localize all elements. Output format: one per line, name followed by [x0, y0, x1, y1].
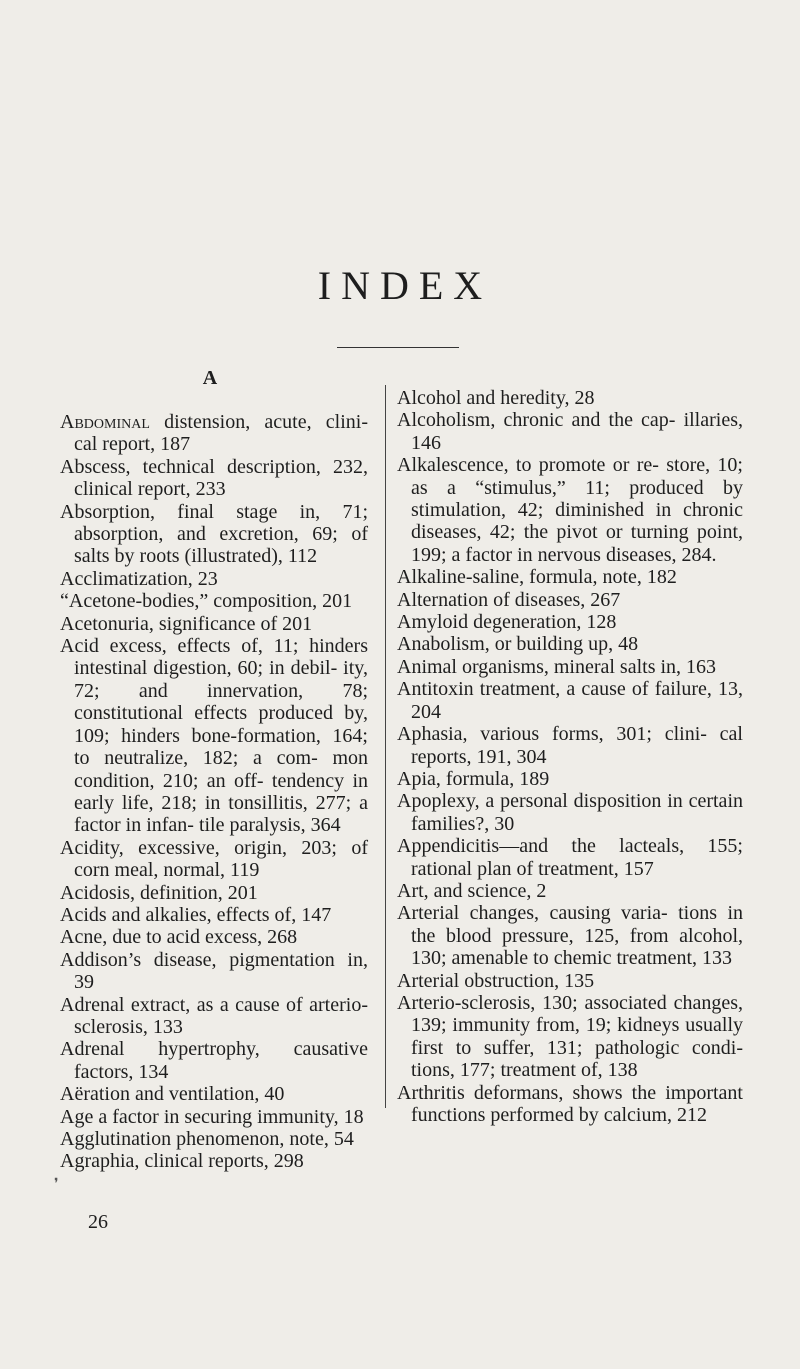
index-entry [397, 589, 743, 611]
index-entry [60, 837, 368, 882]
entry-text: Alkalescence, to promote or re- store, 10; as a “stimulus,” 11; produced by stimulation, 42; diminished in chronic diseases, 42; the pivot or turning point, 199; a factor in nervous diseases, 284. [397, 454, 743, 566]
entry-text: Amyloid degeneration, 128 [397, 611, 617, 634]
entry-text: Apia, formula, 189 [397, 767, 550, 790]
index-entry [60, 411, 368, 456]
index-entry [397, 835, 743, 880]
entry-text: Alcohol and heredity, 28 [397, 387, 595, 409]
index-entry [397, 387, 743, 409]
title-rule [337, 347, 459, 348]
entry-text: Agglutination phenomenon, note, 54 [60, 1128, 354, 1150]
entry-text: Acne, due to acid excess, 268 [60, 926, 298, 949]
entry-text: “Acetone-bodies,” composition, 201 [60, 590, 353, 613]
index-entry [397, 678, 743, 723]
entry-text: Aphasia, various forms, 301; clini- cal reports, 191, 304 [397, 723, 743, 768]
entry-text: Acids and alkalies, effects of, 147 [60, 903, 332, 926]
column-divider [385, 385, 386, 1108]
index-entry [60, 568, 368, 590]
entry-text: Acclimatization, 23 [60, 567, 218, 590]
index-entry [60, 456, 368, 501]
entry-text: Abscess, technical description, 232, clinical report, 233 [60, 455, 368, 501]
entry-text: Aëration and ventilation, 40 [60, 1083, 285, 1106]
entry-text: Adrenal hypertrophy, causative factors, 134 [60, 1038, 368, 1083]
entry-text: Agraphia, clinical reports, 298 [60, 1150, 304, 1173]
index-entry [60, 590, 368, 612]
index-entry [397, 1082, 743, 1127]
index-entry [60, 949, 368, 994]
index-entry [60, 1106, 368, 1128]
entry-text: Animal organisms, mineral salts in, 163 [397, 655, 717, 678]
index-entry [60, 613, 368, 635]
index-entry [397, 970, 743, 992]
index-entry [397, 656, 743, 678]
index-entry [397, 723, 743, 768]
index-entry [397, 902, 743, 969]
page-number: 26 [88, 1211, 108, 1233]
entry-text: Alternation of diseases, 267 [397, 588, 621, 611]
entry-text: Anabolism, or building up, 48 [397, 633, 639, 656]
entry-text: Age a factor in securing immunity, 18 [60, 1105, 364, 1128]
index-entry [397, 790, 743, 835]
right-column [397, 387, 743, 1126]
page-title: INDEX [317, 263, 493, 308]
entry-lead-word: Abdominal [60, 411, 150, 433]
entry-text: Arterio-sclerosis, 130; associated changes, 139; immunity from, 19; kidneys usually first to suffer, 131; pathologic condi- tions, 177; treatment of, 138 [397, 991, 743, 1082]
index-entry [60, 1128, 368, 1150]
entry-text: Arterial obstruction, 135 [397, 969, 595, 992]
index-entry [397, 992, 743, 1082]
entry-text: Addison’s disease, pigmentation in, 39 [60, 948, 368, 994]
entry-text: Acetonuria, significance of 201 [60, 612, 313, 635]
index-entry [60, 1083, 368, 1105]
left-column [60, 411, 368, 1173]
index-entry [397, 768, 743, 790]
index-entry [60, 501, 368, 568]
entry-text: Alcoholism, chronic and the cap- illaries, 146 [397, 409, 743, 454]
index-entry [397, 611, 743, 633]
entry-text: Apoplexy, a personal disposition in certain families?, 30 [397, 790, 743, 835]
index-entry [60, 882, 368, 904]
entry-text: Adrenal extract, as a cause of arterio-sclerosis, 133 [60, 993, 368, 1038]
index-entry [60, 926, 368, 948]
index-entry [60, 635, 368, 837]
section-letter: A [202, 367, 218, 389]
entry-text: Absorption, final stage in, 71; absorption, and excretion, 69; of salts by roots (illustrated), 112 [60, 500, 368, 568]
entry-text: Appendicitis—and the lacteals, 155; rational plan of treatment, 157 [397, 835, 743, 880]
index-entry [397, 880, 743, 902]
entry-text: Acidity, excessive, origin, 203; of corn meal, normal, 119 [60, 836, 368, 882]
entry-text: distension, acute, clini- cal report, 187 [74, 411, 368, 456]
entry-text: Art, and science, 2 [397, 879, 547, 902]
index-entry [397, 454, 743, 566]
index-entry [397, 566, 743, 588]
entry-text: Acid excess, effects of, 11; hinders intestinal digestion, 60; in debil- ity, 72; and innervation, 78; constitutional effects produced by, 109; hinders bone-formation, 164; to neutralize, 182; a com- mon condition, 210; an off- tendency in early life, 218; in tonsillitis, 277; a factor in infan- tile paralysis, 364 [60, 635, 368, 837]
entry-text: Arthritis deformans, shows the important functions performed by calcium, 212 [397, 1081, 743, 1126]
entry-text: Antitoxin treatment, a cause of failure, 13, 204 [397, 678, 743, 723]
index-entry [397, 633, 743, 655]
index-entry [60, 1150, 368, 1172]
index-entry [60, 994, 368, 1039]
entry-text: Acidosis, definition, 201 [60, 881, 258, 904]
margin-mark: ❜ [54, 1176, 59, 1192]
entry-text: Arterial changes, causing varia- tions in the blood pressure, 125, from alcohol, 130; amenable to chemic treatment, 133 [397, 902, 743, 970]
index-entry [60, 1038, 368, 1083]
entry-text: Alkaline-saline, formula, note, 182 [397, 566, 677, 589]
index-entry [397, 409, 743, 454]
index-entry [60, 904, 368, 926]
